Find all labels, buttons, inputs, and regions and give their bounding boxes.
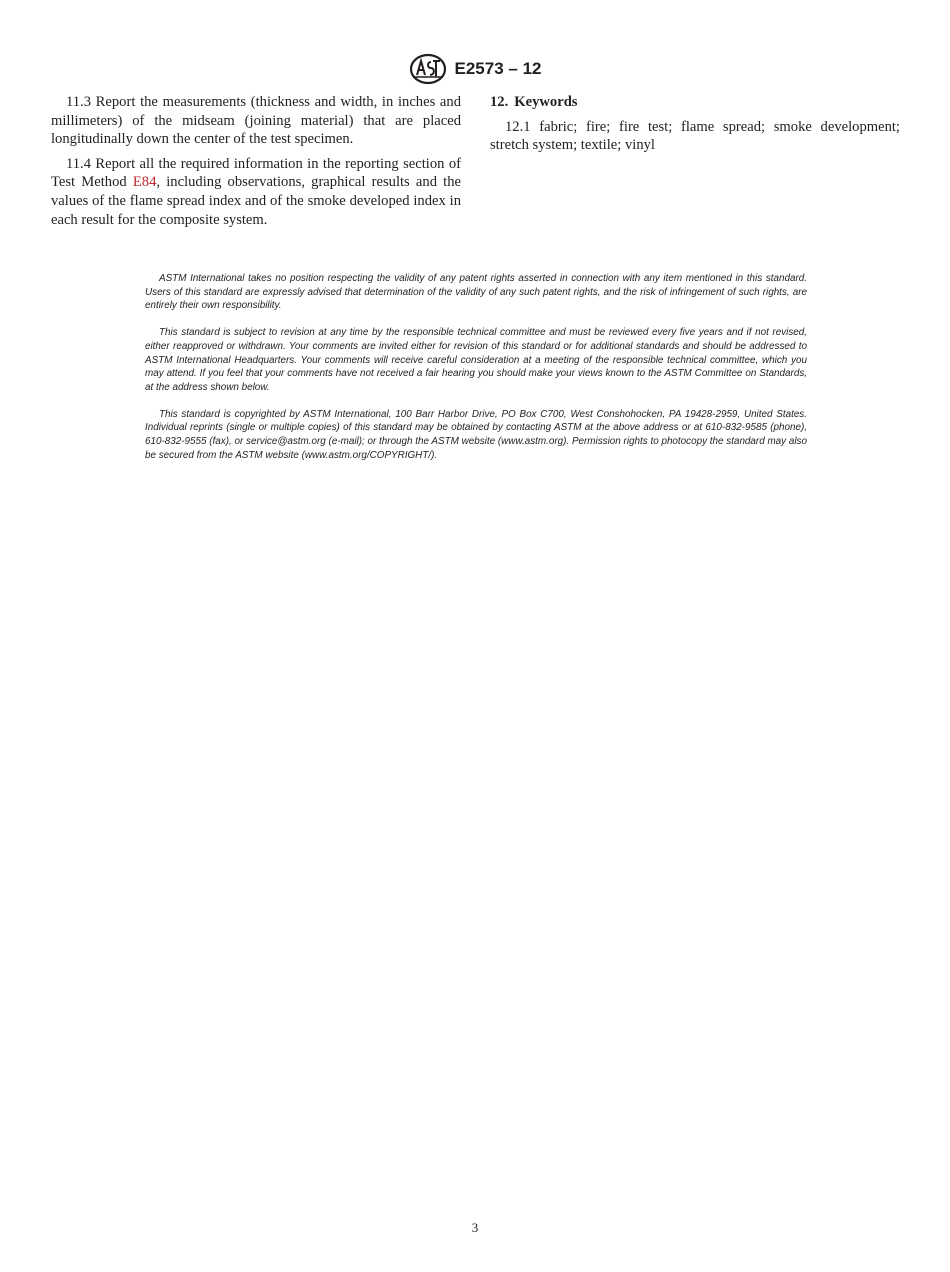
section-number: 12.: [490, 94, 509, 110]
astm-logo-icon: [409, 53, 447, 85]
section-title: Keywords: [514, 94, 578, 110]
section-heading-keywords: [490, 93, 900, 112]
document-designation: E2573 – 12: [454, 59, 542, 78]
paragraph-11-4-text-start: 11.4 Report all the required information in the reporting section of Test Method: [51, 155, 461, 191]
patent-notice: ASTM International takes no position respecting the validity of any patent rights asserted in connection with any item mentioned in this standard. Users of this standard are expressly advised that determination of the validity of any such patent rights, and the risk of infringement of such rights, are entirely their own responsibility.: [145, 273, 807, 312]
reference-link-e84[interactable]: E84: [132, 174, 157, 191]
copyright-notice: This standard is copyrighted by ASTM International, 100 Barr Harbor Drive, PO Box C700, West Conshohocken, PA 19428-2959, United States. Individual reprints (single or multiple copies) of this standard may be obtained by contacting ASTM at the above address or at 610-832-9585 (phone), 610-832-9555 (fax), or service@astm.org (e-mail); or through the ASTM website (www.astm.org). Permission rights to photocopy the standard may also be secured from the ASTM website (www.astm.org/COPYRIGHT/).: [145, 408, 807, 461]
page-number: 3: [471, 1220, 479, 1235]
page-header: [0, 52, 950, 86]
right-column: [490, 93, 900, 161]
left-column: [51, 93, 461, 235]
revision-notice: This standard is subject to revision at any time by the responsible technical committee and must be reviewed every five years and if not revised, either reapproved or withdrawn. Your comments are invited either for revision of this standard or for additional standards and should be addressed to ASTM International Headquarters. Your comments will receive careful consideration at a meeting of the responsible technical committee, which you may attend. If you feel that your comments have not received a fair hearing you should make your views known to the ASTM Committee on Standards, at the address shown below.: [145, 327, 807, 393]
paragraph-11-4-text-end: , including observations, graphical results and the values of the flame spread index and of the smoke developed index in each result for the composite system.: [51, 174, 462, 228]
paragraph-12-1: 12.1 fabric; fire; fire test; flame spread; smoke development; stretch system; textile; vinyl: [490, 118, 900, 154]
paragraph-11-4: [51, 155, 461, 229]
paragraph-11-3: 11.3 Report the measurements (thickness and width, in inches and millimeters) of the midseam (joining material) that are placed longitudinally down the center of the test specimen.: [51, 94, 461, 148]
legal-notices: [145, 272, 807, 475]
